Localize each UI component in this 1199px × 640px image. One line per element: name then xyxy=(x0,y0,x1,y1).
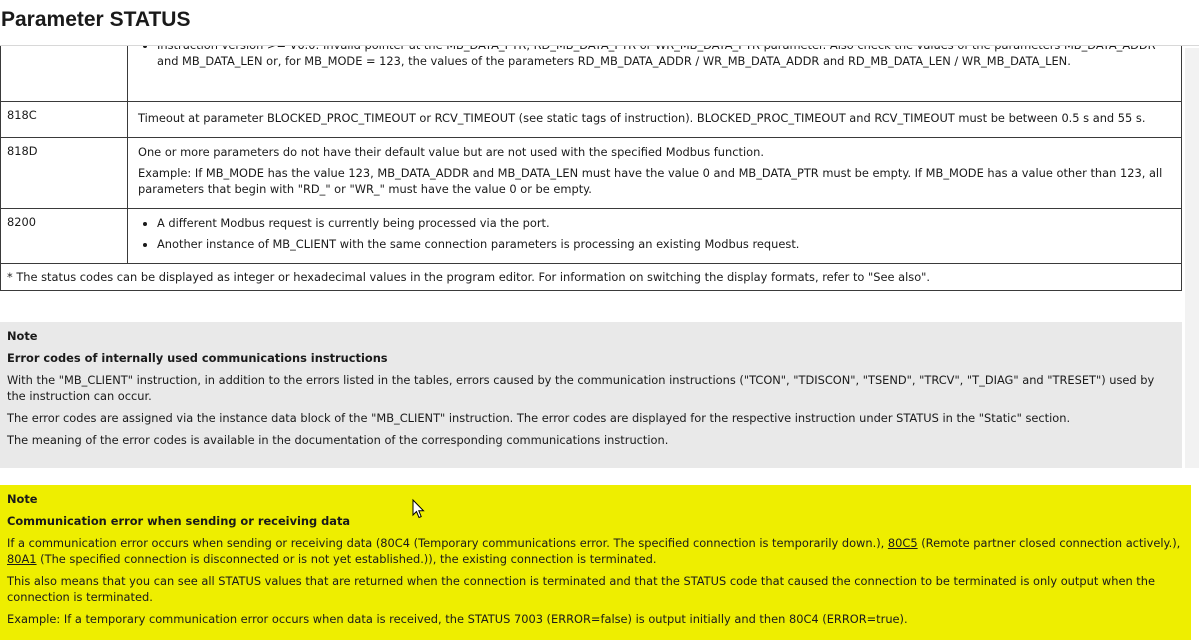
table-row xyxy=(1,209,1182,264)
status-code-cell: 8200 xyxy=(1,209,128,264)
status-code-cell: 818D xyxy=(1,138,128,209)
note-paragraph xyxy=(7,535,1184,567)
content-area xyxy=(0,46,1199,640)
description-text: One or more parameters do not have their default value but are not used with the specified Modbus function. xyxy=(138,145,764,159)
status-table xyxy=(0,38,1182,291)
description-text: Timeout at parameter BLOCKED_PROC_TIMEOUT or RCV_TIMEOUT (see static tags of instruction). BLOCKED_PROC_TIMEOUT and RCV_TIMEOUT must be between 0.5 s and 55 s. xyxy=(138,111,1146,125)
status-code-link-80c5[interactable]: 80C5 xyxy=(887,536,918,550)
table-row xyxy=(1,138,1182,209)
note-label: Note xyxy=(7,329,38,343)
status-description-cell xyxy=(128,102,1182,138)
table-row xyxy=(1,102,1182,138)
note-box xyxy=(0,322,1182,468)
list-item: • A different Modbus request is currently being processed via the port. xyxy=(157,215,1171,231)
note-paragraph: The meaning of the error codes is available in the documentation of the corresponding communications instruction. xyxy=(7,433,669,447)
list-item: • Another instance of MB_CLIENT with the same connection parameters is processing an existing Modbus request. xyxy=(157,236,1171,252)
description-text: Example: If MB_MODE has the value 123, MB_DATA_ADDR and MB_DATA_LEN must have the value 0 and MB_DATA_PTR must be empty. If MB_MODE has a value other than 123, all parameters that begin with "RD_" or "WR_" must have the value 0 or be empty. xyxy=(138,166,1163,196)
note-paragraph: Example: If a temporary communication error occurs when data is received, the STATUS 7003 (ERROR=false) is output initially and then 80C4 (ERROR=true). xyxy=(7,612,908,626)
right-edge-strip xyxy=(1185,48,1199,468)
list-item: • and MB_DATA_LEN or, for MB_MODE = 123, the values of the parameters RD_MB_DATA_ADDR / WR_MB_DATA_ADDR and RD_MB_DATA_LEN / WR_MB_DATA_LEN. xyxy=(157,37,1171,69)
note-paragraph: The error codes are assigned via the instance data block of the "MB_CLIENT" instruction. The error codes are displayed for the respective instruction under STATUS in the "Static" section. xyxy=(7,411,1071,425)
status-description-cell xyxy=(128,138,1182,209)
note-label: Note xyxy=(7,492,38,506)
table-row xyxy=(1,264,1182,291)
note-text: If a communication error occurs when sending or receiving data (80C4 (Temporary communications error. The specified connection is temporarily down.), xyxy=(7,536,888,550)
status-code-cell: 818C xyxy=(1,102,128,138)
note-paragraph: With the "MB_CLIENT" instruction, in addition to the errors listed in the tables, errors caused by the communication instructions ("TCON", "TDISCON", "TSEND", "TRCV", "T_DIAG" and "TRESET") used by the instruction can occur. xyxy=(7,373,1155,403)
page-title: Parameter STATUS xyxy=(0,0,1199,46)
note-heading: Communication error when sending or receiving data xyxy=(7,514,351,528)
table-footnote: * The status codes can be displayed as integer or hexadecimal values in the program editor. For information on switching the display formats, refer to "See also". xyxy=(1,264,1182,291)
table-row xyxy=(1,39,1182,102)
note-text: (The specified connection is disconnected or is not yet established.)), the existing connection is terminated. xyxy=(36,552,657,566)
status-description-cell xyxy=(128,39,1182,102)
highlighted-note-box xyxy=(0,485,1191,640)
status-description-cell xyxy=(128,209,1182,264)
status-code-link-80a1[interactable]: 80A1 xyxy=(7,552,37,566)
status-code-cell xyxy=(1,39,128,102)
mouse-pointer-icon xyxy=(412,499,426,519)
note-text: (Remote partner closed connection actively.), xyxy=(917,536,1181,550)
note-heading: Error codes of internally used communications instructions xyxy=(7,351,388,365)
note-paragraph: This also means that you can see all STATUS values that are returned when the connection is terminated and that the STATUS code that caused the connection to be terminated is only output when the connection is terminated. xyxy=(7,574,1155,604)
